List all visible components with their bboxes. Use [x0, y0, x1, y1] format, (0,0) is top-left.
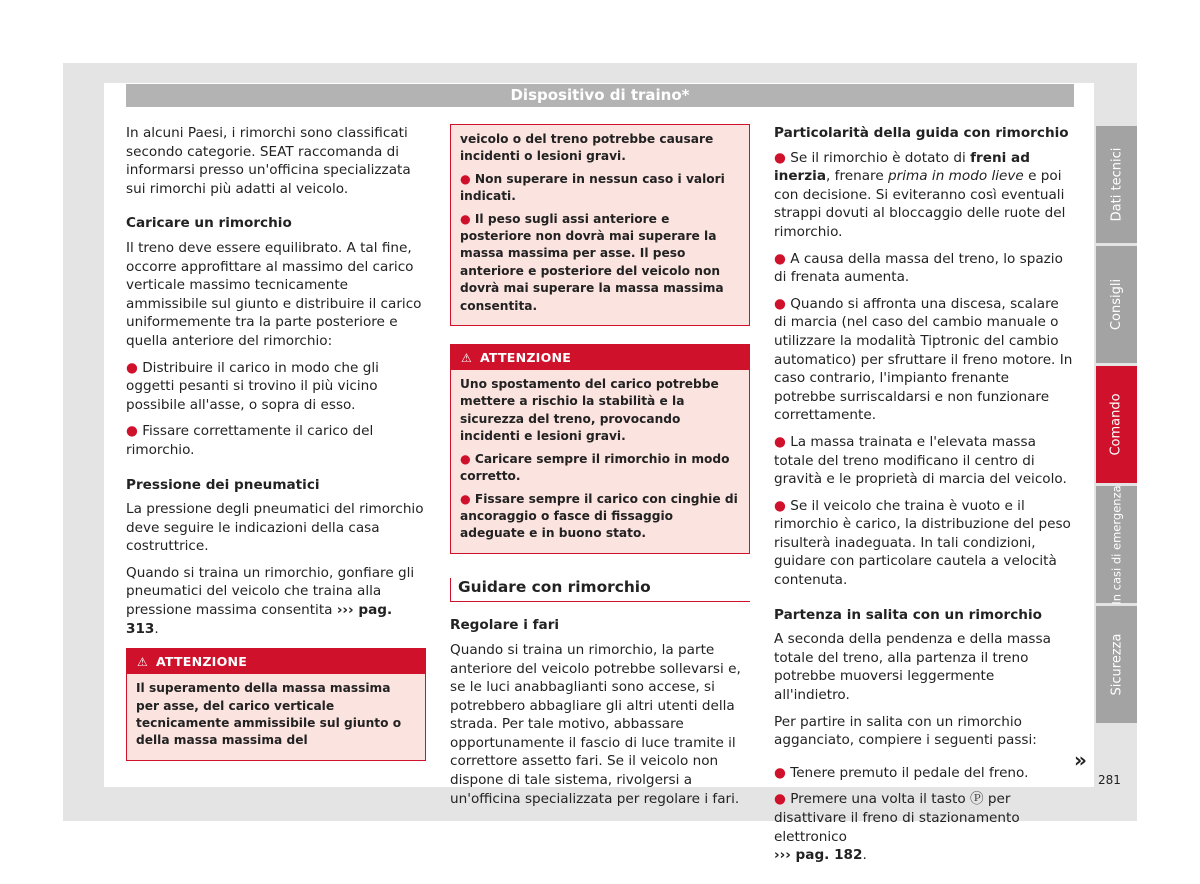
bold-text: freni ad inerzia	[774, 149, 1030, 185]
subsection-heading: Guidare con rimorchio	[450, 578, 750, 603]
warning-bullet	[460, 491, 740, 543]
bullet-text: Distribuire il carico in modo che gli oggetti pesanti si trovino il più vicino possibile all'asse, o sopra di esso.	[126, 359, 379, 413]
load-text: Il treno deve essere equilibrato. A tal fine, occorre approfittare al massimo del carico verticale massimo tecnicamente ammissibile sul giunto e distribuire il carico uniformemente tra la parte posteriore e quella anteriore del rimorchio:	[126, 239, 422, 349]
page-reference-link[interactable]: ››› pag. 182	[774, 847, 863, 864]
tab-label: Dati tecnici	[1109, 147, 1125, 222]
tyre-text-2: Quando si traina un rimorchio, gonfiare gli pneumatici del veicolo che traina alla pressione massima consentita ››› pag. 313.	[126, 564, 415, 637]
warning-header	[127, 649, 425, 674]
section-title: Dispositivo di traino*	[126, 84, 1074, 107]
column-1	[126, 124, 426, 761]
bullet-item	[774, 764, 1074, 783]
warning-text: Il superamento della massa massima per asse, del carico verticale tecnicamente ammissibile sul giunto o della massa massima del	[136, 681, 402, 748]
bullet-item	[774, 149, 1074, 242]
bullet-icon: ●	[126, 359, 138, 376]
lights-text: Quando si traina un rimorchio, la parte anteriore del veicolo potrebbe sollevarsi e, se le luci anabbaglianti sono accese, si potrebbero abbagliare gli altri utenti della strada. Per tale motivo, abbassare opportunamente il fascio di luce tramite il correttore assetto fari. Se il veicolo non dispone di tale sistema, rivolgersi a un'officina specializzata per regolare i fari.	[450, 641, 741, 807]
warning-triangle-icon: ⚠	[461, 351, 472, 366]
bullet-icon: ●	[460, 171, 471, 186]
bullet-icon: ●	[774, 433, 786, 450]
tyre-text-1: La pressione degli pneumatici del rimorchio deve seguire le indicazioni della casa costruttrice.	[126, 501, 424, 555]
tab-label: In casi di emergenza	[1109, 484, 1124, 605]
bullet-text: Non superare in nessun caso i valori indicati.	[460, 171, 725, 204]
bullet-item	[774, 250, 1074, 287]
warning-text: veicolo o del treno potrebbe causare incidenti o lesioni gravi.	[460, 132, 714, 164]
warning-body	[127, 674, 425, 760]
heading-tyre: Pressione dei pneumatici	[126, 476, 320, 493]
italic-text: prima in modo lieve	[888, 168, 1024, 185]
tab-sicurezza[interactable]	[1096, 606, 1137, 723]
column-2	[450, 124, 750, 816]
tab-consigli[interactable]	[1096, 246, 1137, 363]
bullet-icon: ●	[774, 295, 786, 312]
warning-body	[451, 370, 749, 553]
bullet-item	[774, 433, 1074, 489]
bullet-icon: ●	[774, 791, 786, 808]
hill-text-1: A seconda della pendenza e della massa totale del treno, alla partenza il treno potrebbe muoversi leggermente all'indietro.	[774, 631, 1051, 704]
bullet-text: Caricare sempre il rimorchio in modo corretto.	[460, 451, 730, 484]
bullet-icon: ●	[774, 250, 786, 267]
bullet-item	[126, 422, 426, 459]
tab-dati-tecnici[interactable]	[1096, 126, 1137, 243]
warning-label: ATTENZIONE	[155, 654, 248, 670]
heading-hill: Partenza in salita con un rimorchio	[774, 606, 1042, 623]
tab-in-casi-di-emergenza[interactable]	[1096, 486, 1137, 603]
continue-arrow-icon: »	[1074, 748, 1087, 772]
page-reference-link[interactable]: ››› pag. 313	[126, 602, 393, 637]
bullet-text: Quando si affronta una discesa, scalare di marcia (nel caso del cambio manuale o utilizzare la modalità Tiptronic del cambio automatico) per sfruttare il freno motore. In caso contrario, l'impianto frenante potrebbe surriscaldarsi e non funzionare correttamente.	[774, 295, 1073, 424]
tyre-text-2-body: Quando si traina un rimorchio, gonfiare gli pneumatici del veicolo che traina alla pressione massima consentita	[126, 564, 415, 619]
bullet-item: ● Premere una volta il tasto Ⓟ per disattivare il freno di stazionamento elettronico ››› pag. 182.	[774, 791, 1020, 864]
bullet-icon: ●	[460, 211, 471, 226]
bullet-text: Fissare correttamente il carico del rimorchio.	[126, 423, 374, 458]
bullet-text: Il peso sugli assi anteriore e posteriore non dovrà mai superare la massa massima per asse. Il peso anteriore e posteriore del veicolo non dovrà mai superare la massa massima consentita.	[460, 211, 724, 313]
bullet-text: Fissare sempre il carico con cinghie di ancoraggio o fasce di fissaggio adeguate e in buono stato.	[460, 491, 738, 541]
page-number: 281	[1098, 773, 1121, 787]
warning-bullet	[460, 451, 740, 486]
tab-comando[interactable]	[1096, 366, 1137, 483]
bullet-item	[126, 359, 426, 415]
tab-label: Consigli	[1109, 278, 1125, 331]
heading-load: Caricare un rimorchio	[126, 215, 292, 232]
bullet-item	[774, 497, 1074, 590]
text: , frenare	[826, 168, 889, 185]
bullet-text: Tenere premuto il pedale del freno.	[790, 764, 1029, 781]
bullet-text: Se il veicolo che traina è vuoto e il rimorchio è carico, la distribuzione del peso risulterà inadeguata. In tali condizioni, guidare con particolare cautela a velocità contenuta.	[774, 497, 1071, 589]
bullet-item	[774, 295, 1074, 425]
warning-box-2	[450, 344, 750, 554]
heading-drive: Particolarità della guida con rimorchio	[774, 125, 1069, 141]
warning-bullet	[460, 171, 740, 206]
column-3	[774, 124, 1074, 873]
tab-label: Comando	[1109, 393, 1125, 456]
hill-text-2: Per partire in salita con un rimorchio agganciato, compiere i seguenti passi:	[774, 713, 1037, 749]
intro-text: In alcuni Paesi, i rimorchi sono classificati secondo categorie. SEAT raccomanda di informarsi presso un'officina specializzata sui rimorchi più adatti al veicolo.	[126, 125, 411, 197]
bullet-icon: ●	[774, 497, 786, 514]
text: Se il rimorchio è dotato di	[790, 149, 971, 166]
warning-header	[451, 345, 749, 370]
chapter-tabs	[1096, 126, 1137, 726]
bullet-icon: ●	[774, 149, 786, 166]
bullet-text: A causa della massa del treno, lo spazio di frenata aumenta.	[774, 250, 1063, 286]
warning-text: Uno spostamento del carico potrebbe mettere a rischio la stabilità e la sicurezza del treno, provocando incidenti e lesioni gravi.	[460, 377, 719, 444]
warning-box	[126, 648, 426, 761]
warning-body	[451, 125, 749, 325]
bullet-icon: ●	[460, 491, 471, 506]
warning-label: ATTENZIONE	[479, 350, 572, 366]
bullet-icon: ●	[774, 764, 786, 781]
bullet-text: La massa trainata e l'elevata massa totale del treno modificano il centro di gravità e le proprietà di marcia del veicolo.	[774, 433, 1067, 488]
bullet-text: Premere una volta il tasto Ⓟ per disattivare il freno di stazionamento elettronico	[774, 791, 1020, 845]
warning-bullet	[460, 211, 740, 315]
heading-lights: Regolare i fari	[450, 617, 560, 634]
warning-box-continued	[450, 124, 750, 326]
tab-label: Sicurezza	[1109, 633, 1125, 696]
text: e poi con decisione. Si eviteranno così eventuali strappi dovuti al bloccaggio delle ruote del rimorchio.	[774, 168, 1066, 240]
warning-triangle-icon: ⚠	[137, 655, 148, 670]
bullet-icon: ●	[460, 451, 471, 466]
bullet-icon: ●	[126, 423, 138, 440]
